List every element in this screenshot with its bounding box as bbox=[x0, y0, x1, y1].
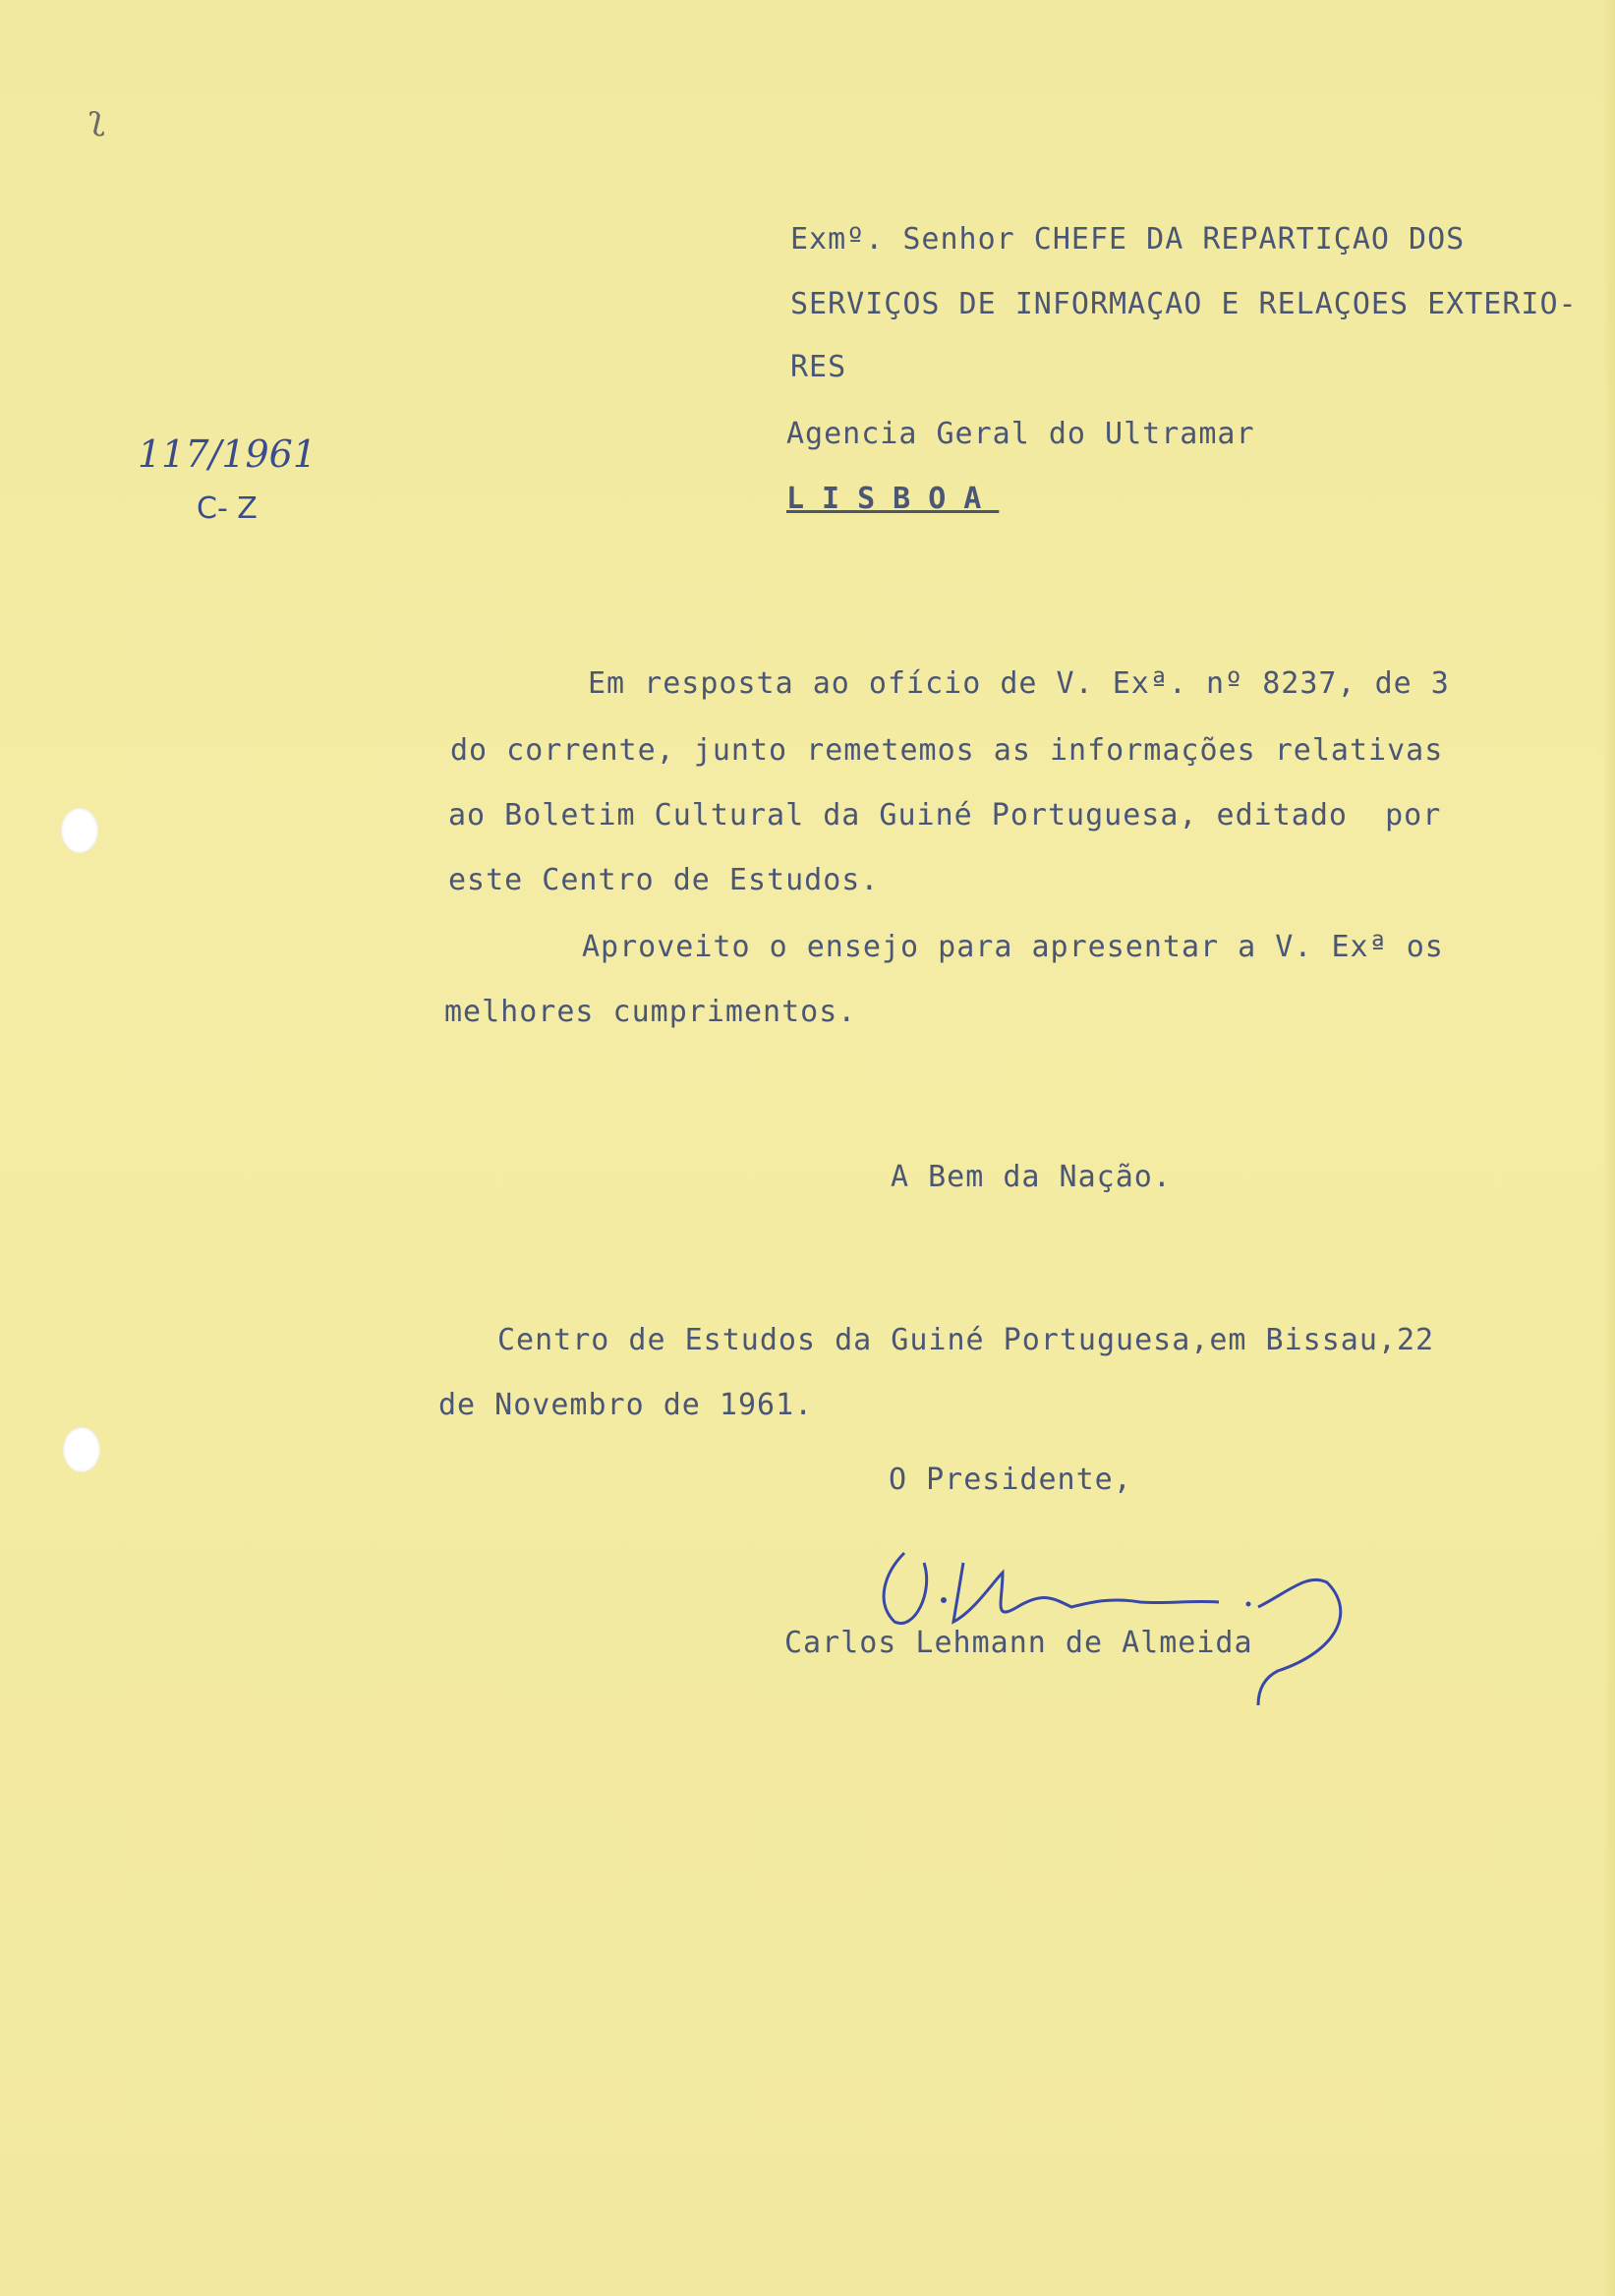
addressee-line-1: Exmº. Senhor CHEFE DA REPARTIÇAO DOS bbox=[790, 222, 1466, 257]
page-edge bbox=[1603, 0, 1615, 2296]
body-p1-line-4: este Centro de Estudos. bbox=[448, 863, 880, 897]
place-date-line-1: Centro de Estudos da Guiné Portuguesa,em Bissau,22 bbox=[497, 1323, 1435, 1357]
addressee-line-2: SERVIÇOS DE INFORMAÇAO E RELAÇOES EXTERIO- bbox=[790, 287, 1578, 321]
signatory-title: O Presidente, bbox=[889, 1463, 1132, 1497]
place-date-line-2: de Novembro de 1961. bbox=[438, 1388, 814, 1422]
punch-hole-bottom bbox=[63, 1427, 100, 1472]
file-number: 117/1961 bbox=[138, 432, 317, 476]
signature bbox=[845, 1514, 1376, 1710]
body-p1-line-3: ao Boletim Cultural da Guiné Portuguesa, editado por bbox=[448, 798, 1442, 832]
body-p1-line-1: Em resposta ao ofício de V. Exª. nº 8237, de 3 bbox=[588, 666, 1450, 701]
body-p2-line-1: Aproveito o ensejo para apresentar a V. Exª os bbox=[582, 930, 1444, 964]
addressee-city: LISBOA bbox=[786, 482, 1000, 516]
addressee-line-3: RES bbox=[790, 350, 847, 384]
body-p2-line-2: melhores cumprimentos. bbox=[444, 995, 857, 1029]
margin-pencil-mark: ʅ bbox=[88, 98, 105, 138]
file-code: C- Z bbox=[197, 491, 258, 526]
signatory-name: Carlos Lehmann de Almeida bbox=[784, 1626, 1253, 1660]
punch-hole-top bbox=[61, 808, 98, 853]
addressee-agency: Agencia Geral do Ultramar bbox=[786, 417, 1255, 451]
body-p1-line-2: do corrente, junto remetemos as informações relativas bbox=[450, 733, 1444, 768]
salutation: A Bem da Nação. bbox=[891, 1160, 1172, 1194]
